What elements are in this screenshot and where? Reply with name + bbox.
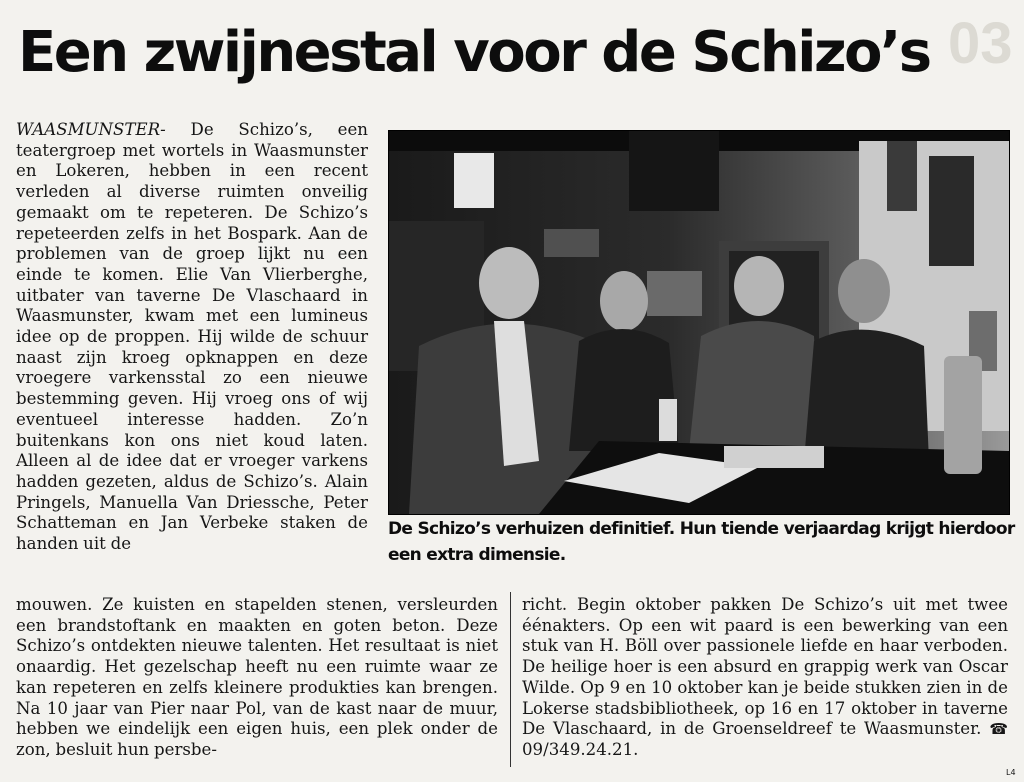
column-divider [510,592,511,767]
photo-four-men-at-bar [389,131,1009,514]
page-marker: L4 [1006,768,1016,777]
article-photo [388,130,1010,515]
body-text: mouwen. Ze kuisten en stapelden stenen, versleurden een brandstoftank en maakten en goten beton. Deze Schizo’s ontdekten nieuwe talenten. Het resultaat is niet onaardig. Het gezelschap heeft nu een ruimte waar ze kan repeteren en zelfs kleinere produkties kan brengen. Na 10 jaar van Pier naar Pol, van de kast naar de muur, hebben we eindelijk een eigen huis, een plek onder de zon, besluit hun persbe- [16,595,498,759]
article-column-bottom-left [16,595,498,761]
photo-caption: De Schizo’s verhuizen definitief. Hun tiende verjaardag krijgt hierdoor een extra dimensie. [388,519,1015,565]
article-column-left [16,120,368,555]
headline: Een zwijnestal voor de Schizo’s [18,20,930,85]
phone-number: 09/349.24.21. [522,739,639,759]
article-column-bottom-right [522,595,1008,761]
body-text: De Schizo’s, een teatergroep met wortels in Waasmunster en Lokeren, hebben in een recent verleden al diverse ruimten onveilig gemaakt om te repeteren. De Schizo’s repeteerden zelfs in het Bospark. Aan de problemen van de groep lijkt nu een einde te komen. Elie Van Vlierberghe, uitbater van taverne De Vlaschaard in Waasmunster, kwam met een lumineus idee op de proppen. Hij wilde de schuur naast zijn kroeg opknappen en deze vroegere varkensstal zo een nieuwe bestemming geven. Hij vroeg ons of wij eventueel interesse hadden. Zo’n buitenkans kon ons niet koud laten. Alleen al de idee dat er vroeger varkens hadden gezeten, aldus de Schizo’s. Alain Pringels, Manuella Van Driessche, Peter Schatteman en Jan Verbeke staken de handen uit de [16,120,368,554]
bleed-through-text: 03 [948,11,1013,76]
telephone-icon: ☎ [989,720,1008,739]
dateline: WAASMUNSTER- [16,120,166,139]
body-text: richt. Begin oktober pakken De Schizo’s uit met twee éénakters. Op een wit paard is een bewerking van een stuk van H. Böll over passionele liefde en haar verboden. De heilige hoer is een absurd en grappig werk van Oscar Wilde. Op 9 en 10 oktober kan je beide stukken zien in de Lokerse stadsbibliotheek, op 16 en 17 oktober in taverne De Vlaschaard, in de Groenseldreef te Waasmunster. [522,595,1008,739]
